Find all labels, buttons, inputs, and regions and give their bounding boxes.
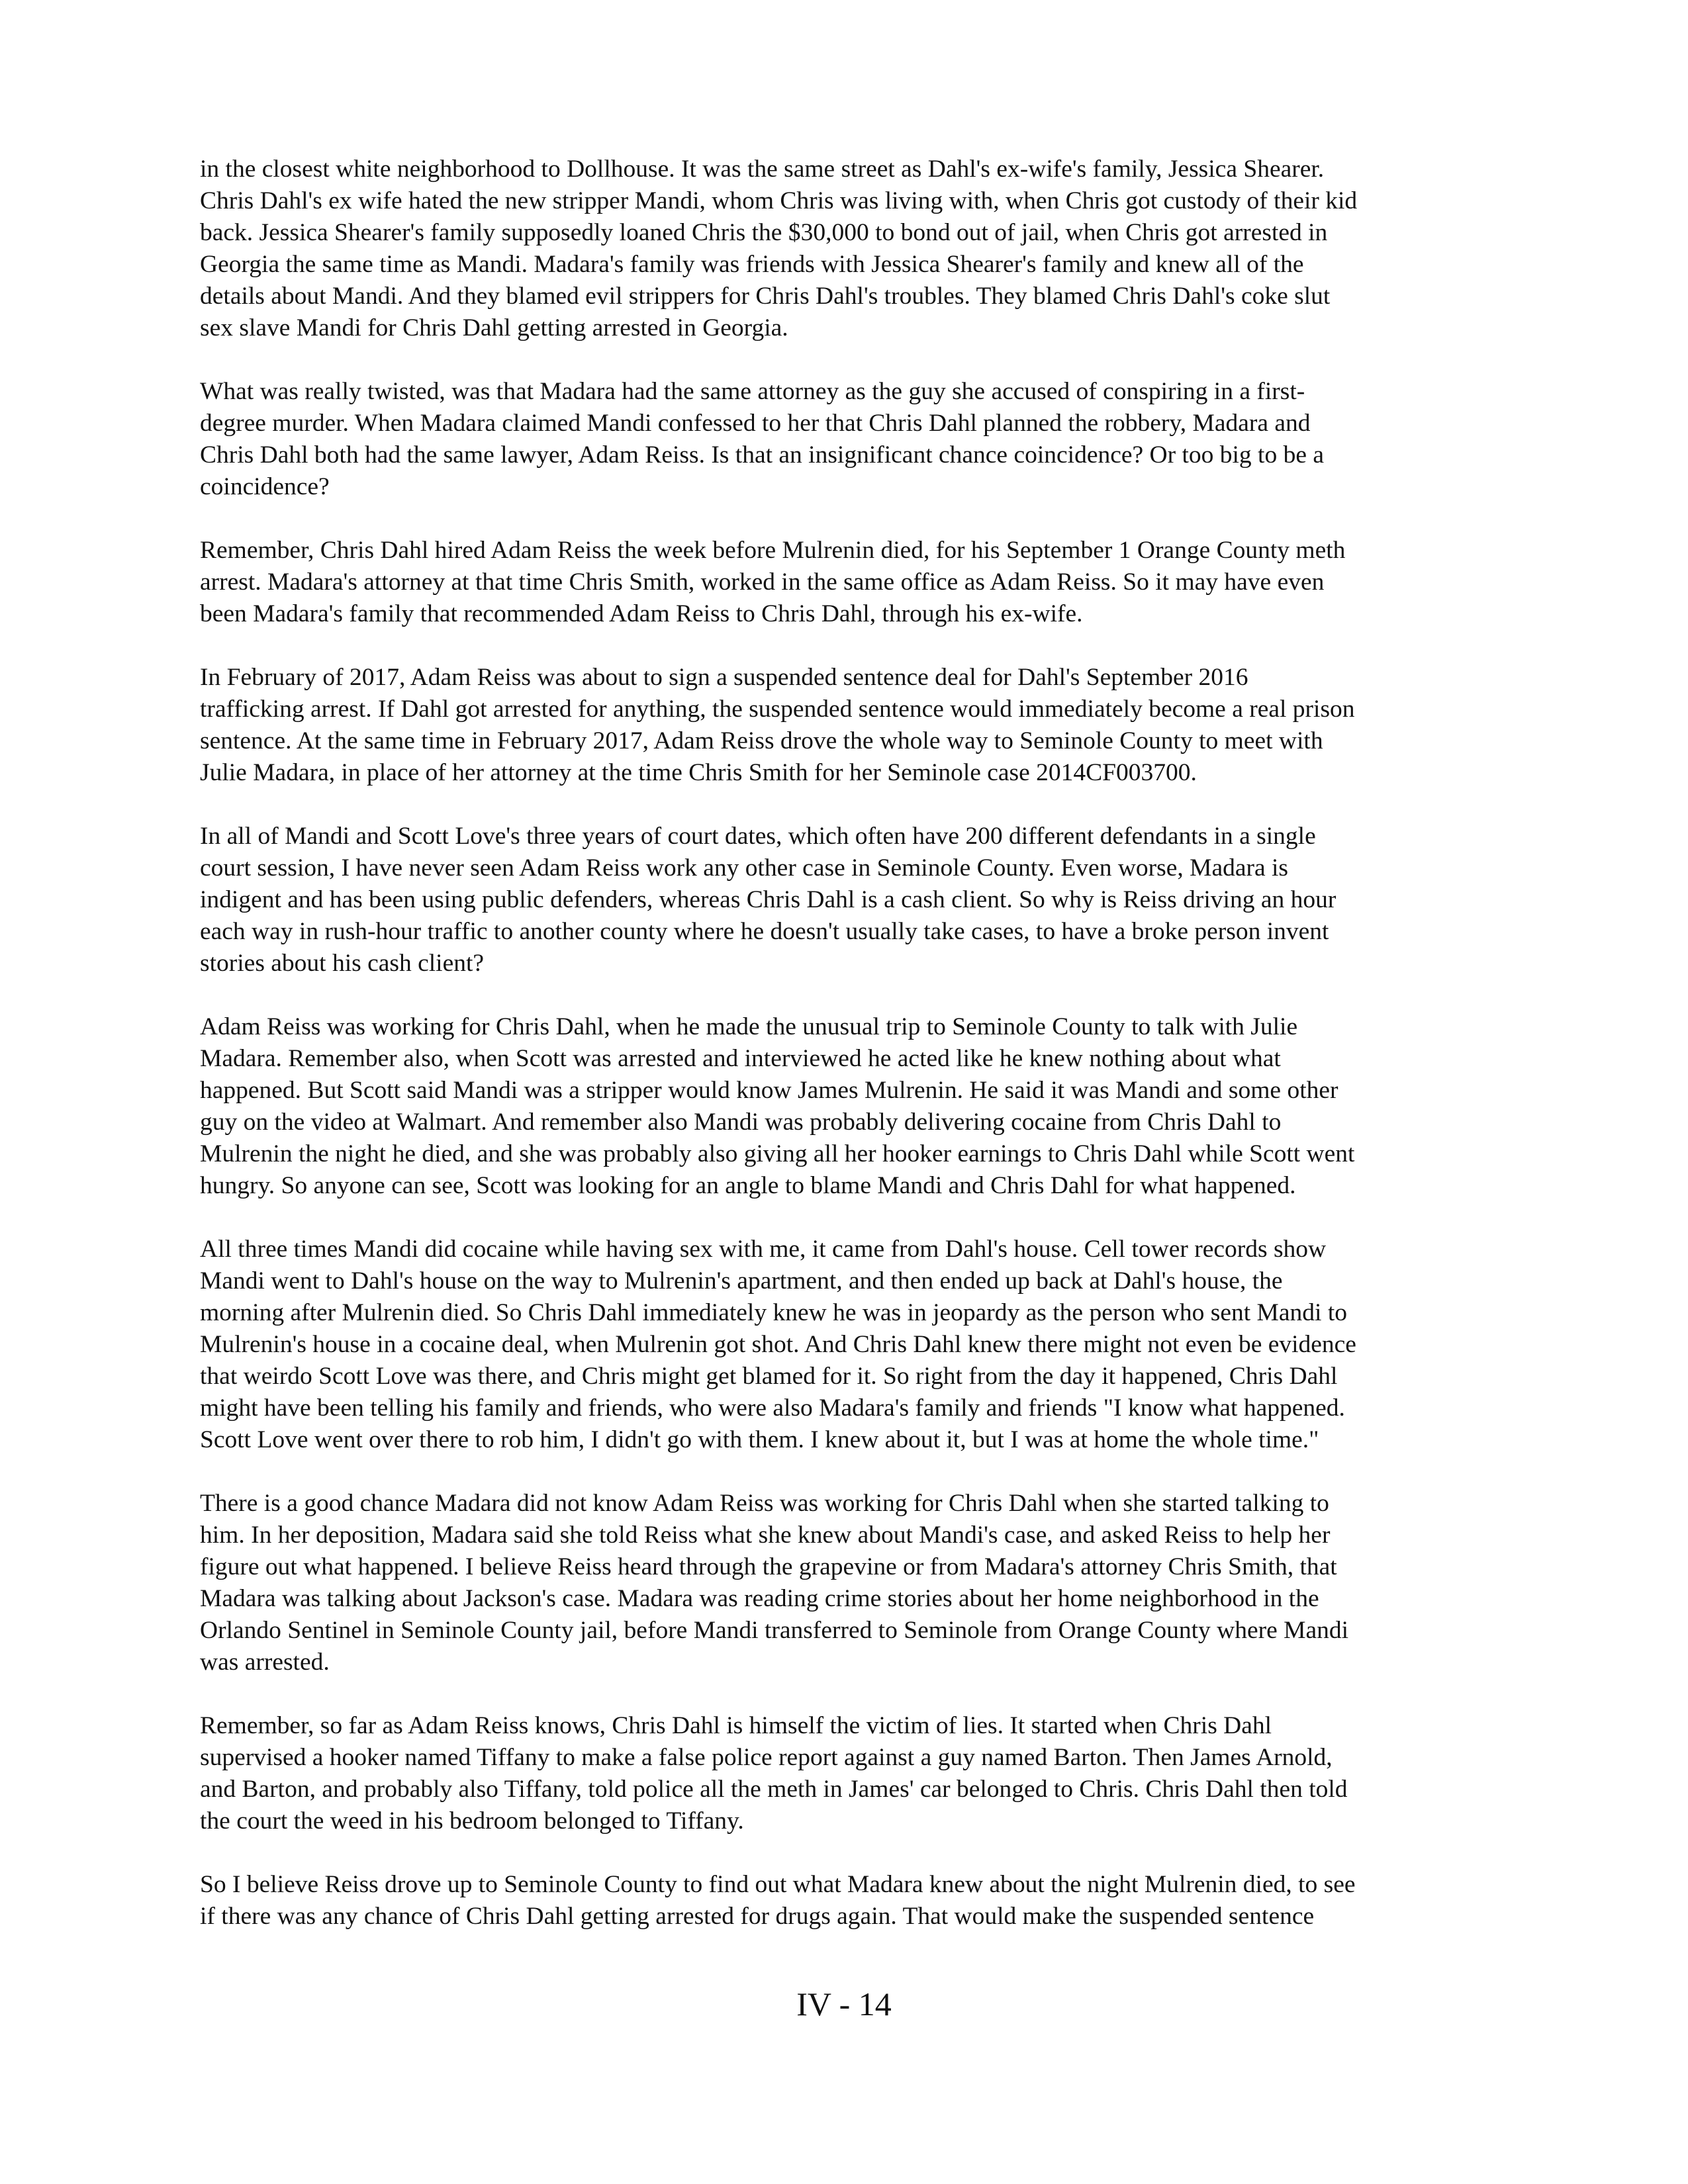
text-line: him. In her deposition, Madara said she told Reiss what she knew about Mandi's case, and asked Reiss to help her xyxy=(200,1522,1331,1549)
text-line: supervised a hooker named Tiffany to make a false police report against a guy named Barton. Then James Arnold, xyxy=(200,1744,1333,1771)
body-text xyxy=(200,154,1497,1964)
text-line: Orlando Sentinel in Seminole County jail, before Mandi transferred to Seminole from Orange County where Mandi xyxy=(200,1617,1349,1644)
text-line: that weirdo Scott Love was there, and Chris might get blamed for it. So right from the day it happened, Chris Dahl xyxy=(200,1363,1338,1390)
text-line: happened. But Scott said Mandi was a stripper would know James Mulrenin. He said it was Mandi and some other xyxy=(200,1077,1338,1104)
text-line: and Barton, and probably also Tiffany, told police all the meth in James' car belonged to Chris. Chris Dahl then told xyxy=(200,1776,1348,1803)
text-line: guy on the video at Walmart. And remember also Mandi was probably delivering cocaine from Chris Dahl to xyxy=(200,1109,1282,1136)
page-number: IV - 14 xyxy=(796,1985,892,2023)
text-line: if there was any chance of Chris Dahl getting arrested for drugs again. That would make the suspended sentence xyxy=(200,1903,1315,1930)
text-line: indigent and has been using public defenders, whereas Chris Dahl is a cash client. So why is Reiss driving an hour xyxy=(200,886,1336,913)
text-line: In all of Mandi and Scott Love's three years of court dates, which often have 200 different defendants in a single xyxy=(200,823,1316,850)
paragraph xyxy=(200,1869,1497,1933)
text-line: There is a good chance Madara did not know Adam Reiss was working for Chris Dahl when she started talking to xyxy=(200,1490,1329,1517)
paragraph xyxy=(200,1488,1497,1678)
text-line: Chris Dahl's ex wife hated the new stripper Mandi, whom Chris was living with, when Chris got custody of their kid xyxy=(200,187,1358,214)
paragraph xyxy=(200,821,1497,979)
text-line: sentence. At the same time in February 2017, Adam Reiss drove the whole way to Seminole County to meet with xyxy=(200,727,1323,754)
text-line: Julie Madara, in place of her attorney at the time Chris Smith for her Seminole case 2014CF003700. xyxy=(200,759,1197,786)
text-line: Mulrenin the night he died, and she was probably also giving all her hooker earnings to Chris Dahl while Scott went xyxy=(200,1140,1355,1167)
paragraph xyxy=(200,1234,1497,1456)
text-line: Madara was talking about Jackson's case. Madara was reading crime stories about her home neighborhood in the xyxy=(200,1585,1319,1612)
paragraph xyxy=(200,376,1497,503)
text-line: trafficking arrest. If Dahl got arrested for anything, the suspended sentence would immediately become a real prison xyxy=(200,696,1355,723)
paragraph xyxy=(200,535,1497,630)
text-line: might have been telling his family and friends, who were also Madara's family and friends "I know what happened. xyxy=(200,1394,1345,1422)
text-line: degree murder. When Madara claimed Mandi confessed to her that Chris Dahl planned the robbery, Madara and xyxy=(200,410,1311,437)
paragraph xyxy=(200,662,1497,789)
text-line: in the closest white neighborhood to Dollhouse. It was the same street as Dahl's ex-wife's family, Jessica Shearer. xyxy=(200,156,1325,183)
text-line: All three times Mandi did cocaine while having sex with me, it came from Dahl's house. Cell tower records show xyxy=(200,1236,1327,1263)
text-line: back. Jessica Shearer's family supposedly loaned Chris the $30,000 to bond out of jail, when Chris got arrested in xyxy=(200,219,1328,246)
text-line: Chris Dahl both had the same lawyer, Adam Reiss. Is that an insignificant chance coincidence? Or too big to be a xyxy=(200,441,1325,469)
text-line: morning after Mulrenin died. So Chris Dahl immediately knew he was in jeopardy as the person who sent Mandi to xyxy=(200,1299,1347,1326)
text-line: In February of 2017, Adam Reiss was about to sign a suspended sentence deal for Dahl's September 2016 xyxy=(200,664,1248,691)
text-line: Adam Reiss was working for Chris Dahl, when he made the unusual trip to Seminole County to talk with Julie xyxy=(200,1013,1298,1040)
text-line: court session, I have never seen Adam Reiss work any other case in Seminole County. Even worse, Madara is xyxy=(200,854,1289,882)
text-line: Georgia the same time as Mandi. Madara's family was friends with Jessica Shearer's family and knew all of the xyxy=(200,251,1304,278)
text-line: coincidence? xyxy=(200,473,330,500)
text-line: Scott Love went over there to rob him, I didn't go with them. I knew about it, but I was at home the whole time." xyxy=(200,1426,1319,1453)
text-line: each way in rush-hour traffic to another county where he doesn't usually take cases, to have a broke person invent xyxy=(200,918,1329,945)
text-line: was arrested. xyxy=(200,1649,330,1676)
text-line: been Madara's family that recommended Adam Reiss to Chris Dahl, through his ex-wife. xyxy=(200,600,1083,627)
paragraph xyxy=(200,154,1497,344)
text-line: the court the weed in his bedroom belonged to Tiffany. xyxy=(200,1807,744,1835)
text-line: hungry. So anyone can see, Scott was looking for an angle to blame Mandi and Chris Dahl for what happened. xyxy=(200,1172,1296,1199)
paragraph xyxy=(200,1710,1497,1837)
text-line: arrest. Madara's attorney at that time Chris Smith, worked in the same office as Adam Reiss. So it may have even xyxy=(200,569,1325,596)
text-line: figure out what happened. I believe Reiss heard through the grapevine or from Madara's attorney Chris Smith, that xyxy=(200,1553,1337,1580)
text-line: What was really twisted, was that Madara had the same attorney as the guy she accused of conspiring in a first- xyxy=(200,378,1305,405)
text-line: details about Mandi. And they blamed evil strippers for Chris Dahl's troubles. They blamed Chris Dahl's coke slut xyxy=(200,283,1331,310)
text-line: So I believe Reiss drove up to Seminole County to find out what Madara knew about the night Mulrenin died, to see xyxy=(200,1871,1356,1898)
text-line: Madara. Remember also, when Scott was arrested and interviewed he acted like he knew nothing about what xyxy=(200,1045,1281,1072)
text-line: stories about his cash client? xyxy=(200,950,485,977)
text-line: sex slave Mandi for Chris Dahl getting arrested in Georgia. xyxy=(200,314,788,341)
text-line: Remember, so far as Adam Reiss knows, Chris Dahl is himself the victim of lies. It started when Chris Dahl xyxy=(200,1712,1272,1739)
text-line: Remember, Chris Dahl hired Adam Reiss the week before Mulrenin died, for his September 1 Orange County meth xyxy=(200,537,1346,564)
paragraph xyxy=(200,1011,1497,1202)
text-line: Mandi went to Dahl's house on the way to Mulrenin's apartment, and then ended up back at Dahl's house, the xyxy=(200,1267,1283,1295)
text-line: Mulrenin's house in a cocaine deal, when Mulrenin got shot. And Chris Dahl knew there might not even be evidence xyxy=(200,1331,1356,1358)
